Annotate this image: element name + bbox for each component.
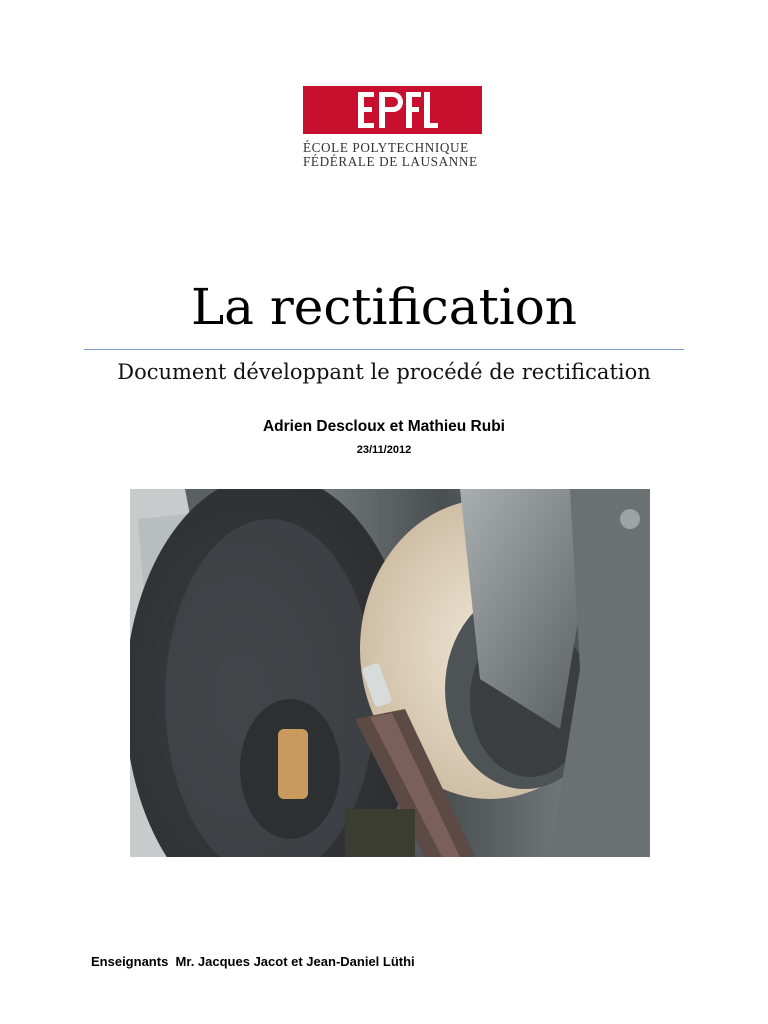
grinding-machine-icon [130,489,650,857]
logo-line-1: ÉCOLE POLYTECHNIQUE [303,140,469,155]
authors: Adrien Descloux et Mathieu Rubi [262,418,505,435]
teachers-names: Mr. Jacques Jacot et Jean-Daniel Lüthi [175,954,415,969]
teachers-label: Enseignants [91,954,169,969]
document-subtitle: Document développant le procédé de rectification [117,360,651,384]
teachers-footer [91,952,415,972]
logo-line-2: FÉDÉRALE DE LAUSANNE [303,154,478,169]
epfl-logo [303,86,483,169]
epfl-logo-icon [303,86,482,134]
epfl-logo-text [303,141,483,169]
document-date: 23/11/2012 [356,444,412,456]
epfl-logo-mark [303,86,482,134]
title-divider [84,349,684,350]
grinding-machine-photo [130,489,650,857]
document-title: La rectification [190,278,578,336]
